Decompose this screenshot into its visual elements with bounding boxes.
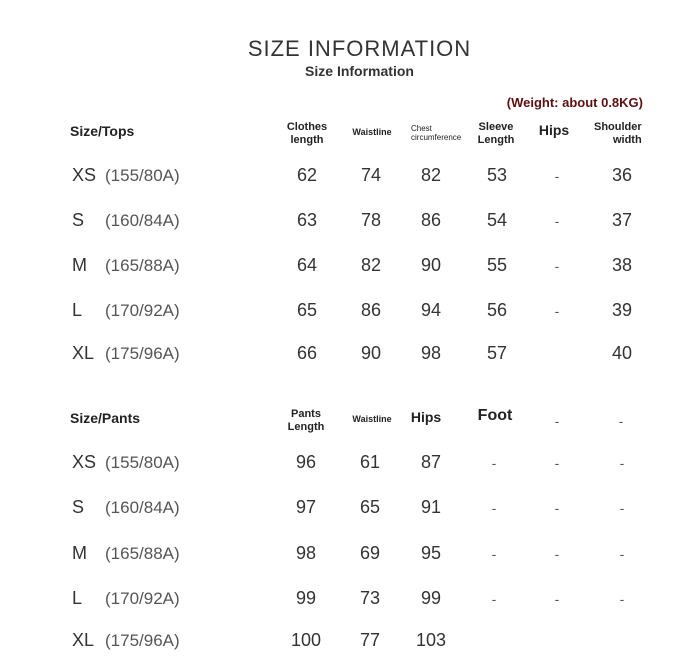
cell-hips: - [554,258,560,274]
size-spec: (170/92A) [105,301,180,320]
cell-clothes_length: 62 [296,165,318,185]
cell-pants_length: 98 [295,543,317,563]
cell-waistline: 65 [359,497,381,517]
cell-clothes_length: 66 [296,343,318,363]
header-shoulder-width: Shoulder width [594,121,642,146]
cell-shoulder: 38 [611,255,633,275]
header-pants-waistline: Waistline [352,414,392,424]
cell-hips: 99 [420,588,442,608]
cell-hips: - [554,213,560,229]
cell-col5: - [554,591,560,607]
size-spec: (165/88A) [105,544,180,563]
header-sleeve-length: Sleeve Length [477,121,515,146]
cell-shoulder: 36 [611,165,633,185]
size-spec: (175/96A) [105,631,180,650]
tops-section-label: Size/Tops [70,123,135,139]
header-clothes-length: Clothes length [286,121,328,146]
cell-col6: - [619,591,625,607]
cell-chest: 82 [420,165,442,185]
header-foot: Foot [477,407,513,424]
header-pants-length: Pants Length [287,408,325,433]
cell-pants_length: 100 [290,630,322,650]
size-label: M [72,543,87,563]
page-title: SIZE INFORMATION [247,36,472,61]
cell-waistline: 74 [360,165,382,185]
size-spec: (165/88A) [105,256,180,275]
cell-pants_length: 96 [295,452,317,472]
size-label: L [72,300,83,320]
cell-clothes_length: 64 [296,255,318,275]
cell-pants_length: 97 [295,497,317,517]
cell-sleeve: 53 [486,165,508,185]
cell-chest: 94 [420,300,442,320]
size-spec: (160/84A) [105,498,180,517]
cell-hips: 103 [415,630,447,650]
page-subtitle: Size Information [305,63,414,79]
header-col6: - [618,413,624,429]
size-label: S [72,497,85,517]
pants-section-label: Size/Pants [70,410,141,426]
size-spec: (155/80A) [105,166,180,185]
size-label: XL [72,630,95,650]
cell-col6: - [619,546,625,562]
cell-col5: - [554,455,560,471]
cell-waistline: 73 [359,588,381,608]
cell-chest: 98 [420,343,442,363]
header-chest: Chest circumference [411,124,462,142]
weight-note: (Weight: about 0.8KG) [506,95,643,110]
header-col5: - [554,413,560,429]
cell-waistline: 86 [360,300,382,320]
cell-hips: 95 [420,543,442,563]
cell-pants_length: 99 [295,588,317,608]
cell-clothes_length: 63 [296,210,318,230]
size-spec: (155/80A) [105,453,180,472]
cell-hips: - [554,303,560,319]
header-waistline: Waistline [352,127,392,137]
cell-sleeve: 56 [486,300,508,320]
size-label: L [72,588,83,608]
cell-hips: 87 [420,452,442,472]
size-label: XS [72,452,97,472]
size-spec: (170/92A) [105,589,180,608]
cell-waistline: 82 [360,255,382,275]
cell-shoulder: 39 [611,300,633,320]
cell-sleeve: 54 [486,210,508,230]
size-label: S [72,210,85,230]
cell-hips: - [554,168,560,184]
header-pants-hips: Hips [410,409,442,425]
cell-col6: - [619,500,625,516]
cell-chest: 90 [420,255,442,275]
cell-sleeve: 55 [486,255,508,275]
cell-clothes_length: 65 [296,300,318,320]
cell-waistline: 77 [359,630,381,650]
cell-shoulder: 40 [611,343,633,363]
size-label: XL [72,343,95,363]
header-hips: Hips [538,122,570,138]
size-label: XS [72,165,97,185]
size-spec: (160/84A) [105,211,180,230]
cell-col5: - [554,500,560,516]
cell-foot: - [491,591,497,607]
size-spec: (175/96A) [105,344,180,363]
cell-col6: - [619,455,625,471]
size-label: M [72,255,87,275]
cell-col5: - [554,546,560,562]
cell-shoulder: 37 [611,210,633,230]
cell-chest: 86 [420,210,442,230]
cell-waistline: 61 [359,452,381,472]
cell-foot: - [491,546,497,562]
cell-foot: - [491,500,497,516]
cell-foot: - [491,455,497,471]
cell-hips: 91 [420,497,442,517]
cell-waistline: 69 [359,543,381,563]
cell-waistline: 78 [360,210,382,230]
cell-waistline: 90 [360,343,382,363]
cell-sleeve: 57 [486,343,508,363]
